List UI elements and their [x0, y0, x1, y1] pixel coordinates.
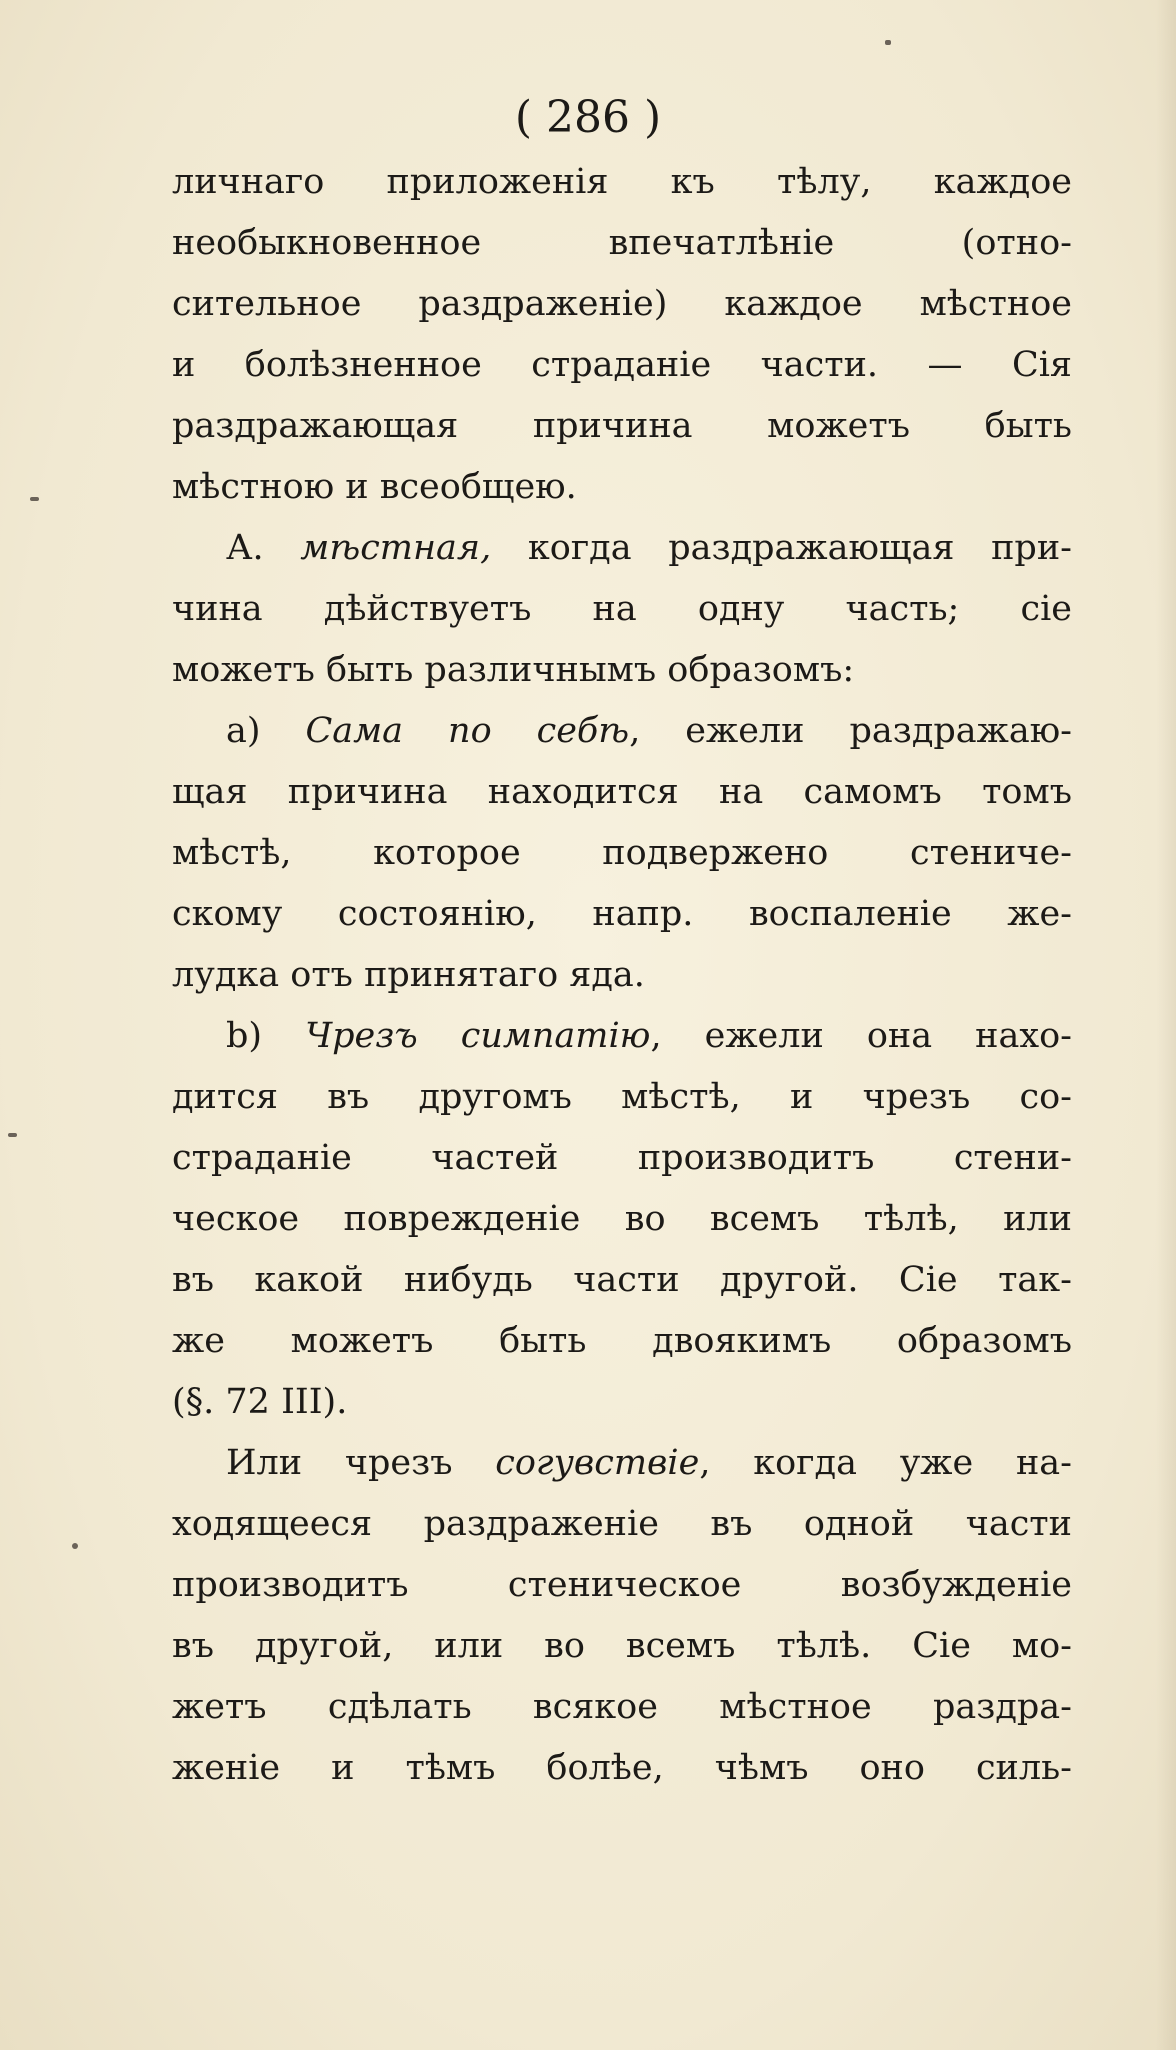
- text-line: раздражающая причина можетъ быть: [172, 406, 1072, 446]
- text-line: необыкновенное впечатлѣніе (отно-: [172, 223, 1072, 263]
- text-line: же можетъ быть двоякимъ образомъ: [172, 1321, 1072, 1361]
- text-line: страданіе частей производитъ стени-: [172, 1138, 1072, 1178]
- margin-speck: [30, 497, 39, 501]
- text-line: [172, 701, 1072, 762]
- body-text: [172, 152, 1072, 1799]
- text-line: ческое поврежденіе во всемъ тѣлѣ, или: [172, 1199, 1072, 1239]
- emphasis-text: мѣстная,: [300, 528, 492, 568]
- emphasis-text: Чрезъ симпатію: [305, 1016, 651, 1056]
- text-line: [172, 518, 1072, 579]
- text-line: скому состоянію, напр. воспаленіе же-: [172, 894, 1072, 934]
- text-run: А.: [226, 528, 301, 568]
- text-run: b): [226, 1016, 306, 1056]
- text-run: Или чрезъ: [226, 1443, 496, 1483]
- text-line: мѣстѣ, которое подвержено стениче-: [172, 833, 1072, 873]
- text-line: чина дѣйствуетъ на одну часть; сіе: [172, 589, 1072, 629]
- text-line: лудка отъ принятаго яда.: [172, 955, 645, 995]
- margin-speck: [8, 1133, 17, 1137]
- text-line: женіе и тѣмъ болѣе, чѣмъ оно силь-: [172, 1748, 1072, 1788]
- text-line: ходящееся раздраженіе въ одной части: [172, 1504, 1072, 1544]
- text-line: мѣстною и всеобщею.: [172, 467, 577, 507]
- text-line: [172, 1006, 1072, 1067]
- text-run: а): [226, 711, 306, 751]
- text-line: можетъ быть различнымъ образомъ:: [172, 650, 855, 690]
- text-line: въ другой, или во всемъ тѣлѣ. Сіе мо-: [172, 1626, 1072, 1666]
- emphasis-text: Сама по себѣ: [305, 711, 630, 751]
- margin-speck: [885, 40, 891, 45]
- emphasis-text: согувствіе: [495, 1443, 700, 1483]
- text-line: [172, 1433, 1072, 1494]
- text-line: и болѣзненное страданіе части. — Сія: [172, 345, 1072, 385]
- text-line: (§. 72 III).: [172, 1382, 348, 1422]
- page-edge-shadow: [1156, 0, 1176, 2050]
- text-line: жетъ сдѣлать всякое мѣстное раздра-: [172, 1687, 1072, 1727]
- text-line: дится въ другомъ мѣстѣ, и чрезъ со-: [172, 1077, 1072, 1117]
- text-line: сительное раздраженіе) каждое мѣстное: [172, 284, 1072, 324]
- text-run: , ежели она нахо-: [650, 1016, 1072, 1056]
- text-run: , ежели раздражаю-: [629, 711, 1072, 751]
- text-line: личнаго приложенія къ тѣлу, каждое: [172, 162, 1072, 202]
- text-line: щая причина находится на самомъ томъ: [172, 772, 1072, 812]
- text-run: когда раздражающая при-: [491, 528, 1072, 568]
- text-line: въ какой нибудь части другой. Сіе так-: [172, 1260, 1072, 1300]
- page-number: ( 286 ): [514, 92, 662, 143]
- text-run: , когда уже на-: [699, 1443, 1072, 1483]
- text-line: производитъ стеническое возбужденіе: [172, 1565, 1072, 1605]
- margin-speck: [72, 1543, 78, 1549]
